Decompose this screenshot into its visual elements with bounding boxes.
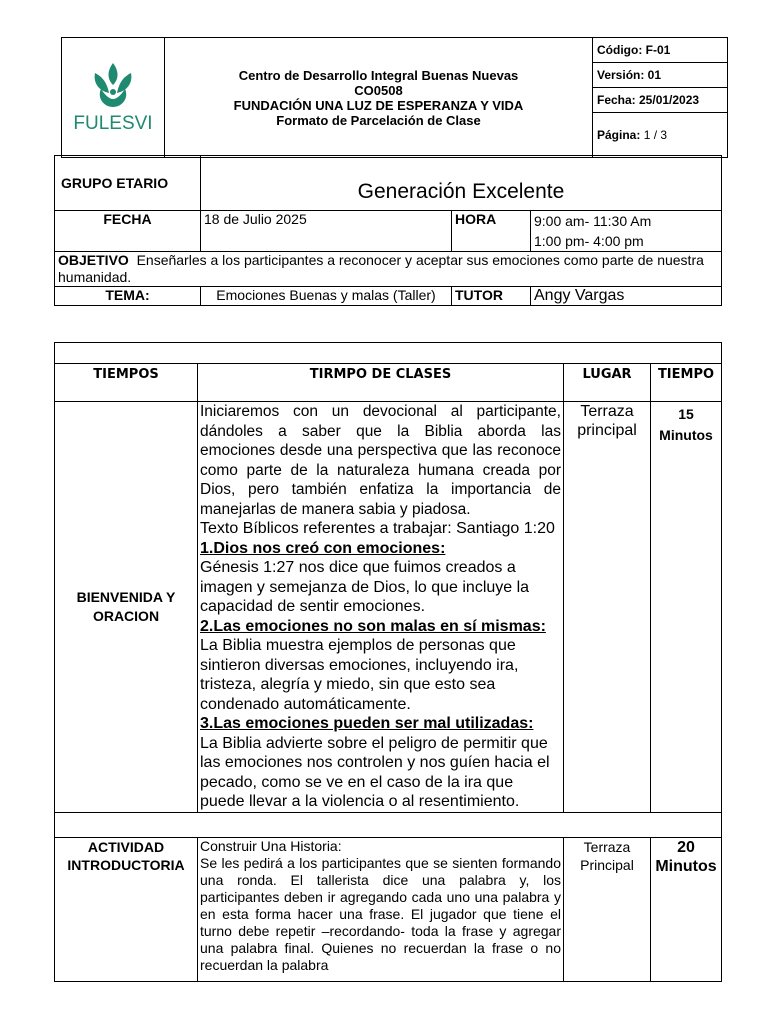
- header-tiempo-clases: TIRMPO DE CLASES: [198, 364, 564, 402]
- pagina-value: 1 / 3: [643, 128, 668, 142]
- logo-cell: [62, 38, 165, 158]
- pagina-label: Página:: [597, 128, 641, 142]
- hora-label: HORA: [452, 211, 531, 252]
- tema-value: Emociones Buenas y malas (Taller): [201, 287, 452, 306]
- spacer-row: [55, 343, 722, 364]
- header-tiempos: TIEMPOS: [55, 364, 198, 402]
- format-title: Formato de Parcelación de Clase: [276, 112, 481, 128]
- foundation-name: FUNDACIÓN UNA LUZ DE ESPERANZA Y VIDA: [233, 97, 524, 113]
- grupo-etario-value: Generación Excelente: [201, 156, 722, 211]
- hora-morning: 9:00 am- 11:30 Am: [534, 213, 652, 229]
- row2-tiempo-num: 20: [677, 838, 695, 856]
- row1-tiempo: [651, 402, 722, 813]
- row2-title: Construir Una Historia:: [200, 837, 342, 854]
- version-cell: Versión: 01: [593, 63, 728, 88]
- class-plan-table: [54, 342, 722, 982]
- tema-label: TEMA:: [55, 287, 201, 306]
- grupo-etario-label: GRUPO ETARIO: [55, 156, 201, 211]
- class-info-table: [54, 155, 722, 306]
- fecha-cell: Fecha: 25/01/2023: [593, 88, 728, 113]
- row1-heading-1: 1.Dios nos creó con emociones:: [200, 539, 446, 557]
- row1-heading-3: 3.Las emociones pueden ser mal utilizadas:: [200, 715, 534, 732]
- hora-value: [531, 211, 722, 252]
- header-title-block: [165, 38, 593, 158]
- org-name: Centro de Desarrollo Integral Buenas Nuevas: [238, 67, 519, 83]
- row1-tiempos: BIENVENIDA Y ORACION: [55, 402, 198, 813]
- row1-heading-2: 2.Las emociones no son malas en sí mismas:: [200, 617, 546, 635]
- row1-texto: Texto Bíblicos referentes a trabajar: Santiago 1:20: [200, 520, 555, 537]
- objetivo-row: [55, 252, 722, 287]
- org-code: CO0508: [354, 82, 403, 98]
- tutor-label: TUTOR: [452, 287, 531, 306]
- objetivo-value: Enseñarles a los participantes a reconocer y aceptar sus emociones como parte de nuestra humanidad.: [58, 252, 704, 285]
- row1-tiempo-num: 15: [678, 406, 694, 422]
- fecha-value: 18 de Julio 2025: [201, 211, 452, 252]
- objetivo-label: OBJETIVO: [58, 252, 129, 268]
- row1-para-2: La Biblia muestra ejemplos de personas que sintieron diversas emociones, incluyendo ira, tristeza, alegría y miedo, sin que esto sea condenado automáticamente.: [200, 637, 519, 713]
- svg-text:FULESVI: FULESVI: [73, 113, 153, 134]
- row1-tiempo-unit: Minutos: [659, 427, 713, 443]
- row1-para-1: Génesis 1:27 nos dice que fuimos creados a imagen y semejanza de Dios, lo que incluye la capacidad de sentir emociones.: [200, 559, 530, 615]
- hora-afternoon: 1:00 pm- 4:00 pm: [534, 233, 644, 249]
- fulesvi-logo-icon: [73, 55, 153, 135]
- fecha-label: FECHA: [55, 211, 201, 252]
- header-lugar: LUGAR: [564, 364, 651, 402]
- row1-intro: Iniciaremos con un devocional al participante, dándoles a saber que la Biblia aborda las emociones desde una perspectiva que las reconoce como parte de la naturaleza humana creada por Dios, pero también enfatiza la importancia de manejarlas de manera sabia y piadosa.: [200, 403, 561, 518]
- row1-para-3: La Biblia advierte sobre el peligro de permitir que las emociones nos controlen y nos guíen hacia el pecado, como se ve en el caso de la ira que puede llevar a la violencia o al resentimiento.: [200, 734, 550, 810]
- tutor-value: Angy Vargas: [531, 287, 722, 306]
- document-header: [61, 37, 728, 158]
- codigo-cell: Código: F-01: [593, 38, 728, 63]
- row2-lugar: Terraza Principal: [564, 837, 651, 981]
- row2-tiempo-unit: Minutos: [655, 857, 717, 875]
- row2-tiempo: [651, 837, 722, 981]
- row2-content: [198, 837, 564, 981]
- row1-content: [198, 402, 564, 813]
- row2-desc: Se les pedirá a los participantes que se sienten formando una ronda. El tallerista dice una palabra y, los participantes deben ir agregando cada uno una palabra y en esta forma hacer una frase. El jugador que tiene el turno debe repetir –recordando- toda la frase y agregar una palabra final. Quienes no recuerdan la frase o no recuerdan la palabra: [200, 854, 561, 973]
- row2-tiempos: ACTIVIDAD INTRODUCTORIA: [55, 837, 198, 981]
- row1-lugar: Terraza principal: [564, 402, 651, 813]
- header-tiempo: TIEMPO: [651, 364, 722, 402]
- spacer-row-2: [55, 812, 722, 837]
- pagina-cell: [593, 113, 728, 158]
